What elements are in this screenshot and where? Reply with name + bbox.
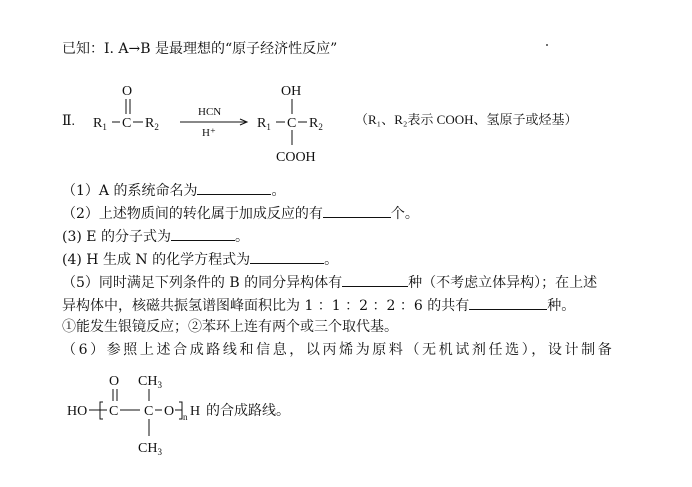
ch3-bottom: $CH_3$	[138, 441, 162, 457]
answer-blank-3[interactable]	[171, 226, 235, 241]
polymer-structure	[0, 368, 692, 478]
question-3-text: (3) E 的分子式为	[62, 229, 171, 245]
question-3	[62, 226, 249, 246]
question-5-conditions: ①能发生银镜反应；②苯环上连有两个或三个取代基。	[62, 319, 398, 335]
ii-label: Ⅱ.	[62, 114, 76, 129]
answer-blank-2[interactable]	[323, 203, 391, 218]
known-intro: 已知：Ⅰ. A→B 是最理想的“原子经济性反应”	[62, 41, 338, 57]
carboxyl-group: COOH	[276, 150, 316, 165]
question-1	[62, 180, 285, 200]
ch3-top: $CH_3$	[138, 374, 162, 390]
carbonyl-oxygen: O	[122, 84, 133, 99]
reagent-hcn: HCN	[198, 106, 222, 118]
answer-blank-4[interactable]	[250, 249, 324, 264]
question-5-tail: 种（不考虑立体异构）；在上述	[408, 275, 598, 291]
polymer-o-top: O	[109, 374, 120, 389]
hydroxyl-group: OH	[281, 84, 302, 99]
repeat-n: n	[183, 412, 188, 422]
question-4	[62, 249, 338, 269]
answer-blank-1[interactable]	[197, 180, 271, 195]
question-4-end: 。	[324, 252, 339, 268]
question-2-end: 个。	[390, 206, 419, 222]
quaternary-c: C	[144, 404, 154, 419]
question-5-continued	[62, 295, 575, 315]
question-6: （6）参照上述合成路线和信息，以丙烯为原料（无机试剂任选），设计制备	[62, 342, 615, 358]
stray-dot	[546, 44, 548, 46]
question-1-text: （1）A 的系统命名为	[62, 183, 198, 199]
reagent-h-plus: H⁺	[202, 127, 216, 139]
question-4-text: (4) H 生成 N 的化学方程式为	[62, 252, 251, 268]
answer-blank-5a[interactable]	[342, 272, 408, 287]
r1-group: $R_1$	[93, 116, 107, 132]
r2-group: $R_2$	[145, 116, 159, 132]
carbonyl-carbon: C	[122, 116, 132, 131]
question-5	[62, 272, 597, 292]
question-2	[62, 203, 419, 223]
carbonyl-c: C	[109, 404, 119, 419]
question-5b-end: 种。	[547, 298, 576, 314]
reaction-scheme	[0, 78, 692, 178]
question-2-text: （2）上述物质间的转化属于加成反应的有	[62, 206, 323, 222]
product-r1: $R_1$	[257, 116, 271, 132]
polymer-ho: HO	[67, 404, 88, 419]
question-3-end: 。	[234, 229, 249, 245]
answer-blank-5b[interactable]	[469, 295, 547, 310]
polymer-suffix: 的合成路线。	[206, 404, 290, 419]
r-group-note: （R₁、R₂表示 COOH、氢原子或烃基）	[355, 112, 578, 127]
question-5-text: （5）同时满足下列条件的 B 的同分异构体有	[62, 275, 343, 291]
ester-o: O	[164, 404, 175, 419]
terminal-h: H	[190, 404, 201, 419]
question-1-end: 。	[271, 183, 286, 199]
product-carbon: C	[287, 116, 297, 131]
product-r2: $R_2$	[309, 116, 323, 132]
question-5b-text: 异构体中，核磁共振氢谱图峰面积比为 1 ：1 ：2 ：2 ：6 的共有	[62, 298, 470, 314]
